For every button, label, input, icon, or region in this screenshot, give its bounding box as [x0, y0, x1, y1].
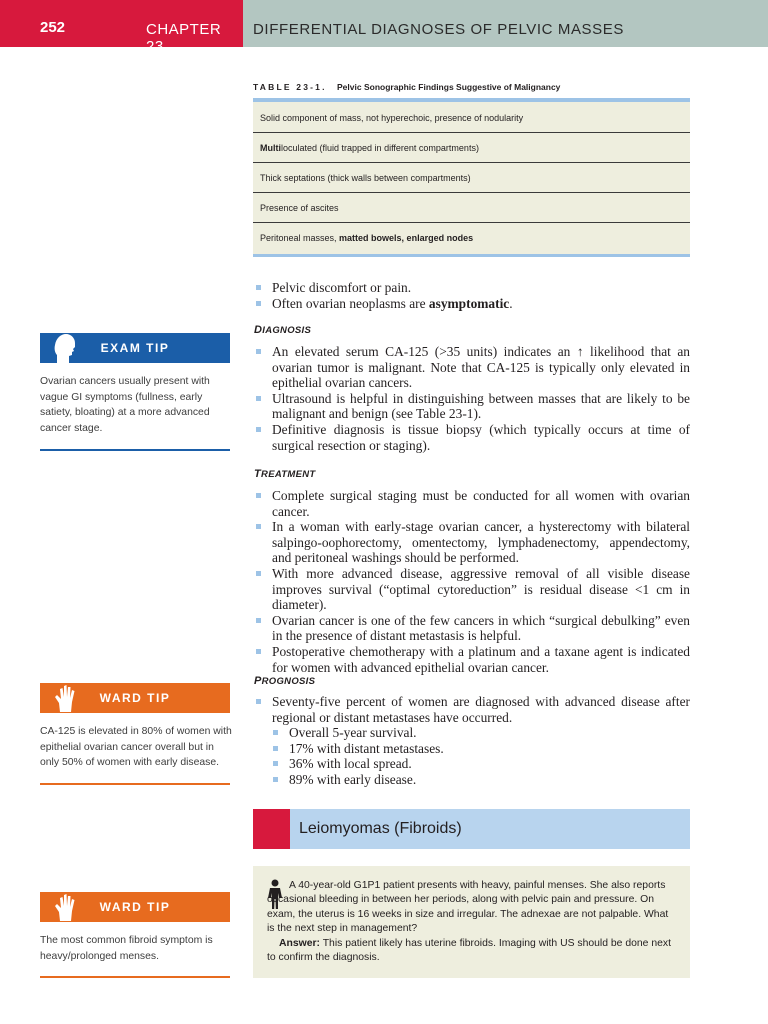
table-cell-text: Peritoneal masses, [260, 233, 340, 243]
list-item [254, 296, 690, 312]
list-item: An elevated serum CA-125 (>35 units) indicates an ↑ likelihood that an ovarian tumor is malignant. Note that CA-125 is typically only elevated in epithelial ovarian cancers. [254, 344, 690, 391]
tip-title: EXAM TIP [100, 341, 170, 355]
list-item: Ultrasound is helpful in distinguishing between masses that are likely to be malignant and benign (see Table 23-1). [254, 391, 690, 422]
tip-divider [40, 449, 230, 451]
table-bottom-rule [253, 254, 690, 257]
list-item: Seventy-five percent of women are diagnosed with advanced disease after regional or distant metastases have occurred. [254, 694, 690, 725]
sub-list-item: Overall 5-year survival. [271, 725, 690, 741]
chapter-title: DIFFERENTIAL DIAGNOSES OF PELVIC MASSES [253, 21, 624, 38]
section-title: Leiomyomas (Fibroids) [299, 820, 462, 837]
answer-label: Answer: [279, 938, 320, 949]
table-cell-text: loculated (fluid trapped in different compartments) [281, 143, 479, 153]
item-text: Often ovarian neoplasms are [272, 295, 429, 311]
list-item: Complete surgical staging must be conducted for all women with ovarian cancer. [254, 488, 690, 519]
case-text: A 40-year-old G1P1 patient presents with heavy, painful menses. She also reports occasional bleeding in between her periods, along with pelvic pain and pressure. On exam, the uterus is 16 weeks in size and irregular. The adnexae are not palpable. What is the next step in management? [267, 880, 669, 935]
case-box [253, 866, 690, 978]
table-cell-bold: matted bowels, enlarged nodes [339, 233, 474, 243]
heading-rest: REATMENT [261, 469, 316, 480]
list-item: Postoperative chemotherapy with a platinum and a taxane agent is indicated for women with advanced epithelial ovarian cancer. [254, 644, 690, 675]
exam-tip-header [40, 333, 230, 363]
case-answer [267, 937, 677, 966]
table-cell-text: Thick septations (thick walls between compartments) [260, 173, 471, 183]
tip-divider [40, 783, 230, 785]
list-item: Definitive diagnosis is tissue biopsy (which typically occurs at time of surgical resection or staging). [254, 422, 690, 453]
tip-title: WARD TIP [99, 691, 171, 705]
table-cell-text: Presence of ascites [260, 203, 339, 213]
section-header [253, 809, 690, 849]
chapter-label: CHAPTER 23 [146, 21, 222, 55]
heading-initial: D [254, 324, 263, 336]
ward-tip-text: The most common fibroid symptom is heavy/prolonged menses. [40, 935, 213, 962]
tip-title: WARD TIP [99, 900, 171, 914]
findings-table [253, 102, 690, 254]
heading-initial: T [254, 468, 262, 480]
treatment-heading [254, 468, 316, 480]
table-cell-text: Solid component of mass, not hyperechoic, presence of nodularity [260, 113, 524, 123]
table-row [253, 223, 690, 253]
list-item [254, 280, 690, 296]
table-row [253, 163, 690, 193]
header-title-block [243, 0, 768, 47]
exam-tip-text: Ovarian cancers usually present with vague GI symptoms (fullness, early satiety, bloating) at a more advanced cancer stage. [40, 376, 210, 434]
answer-text: This patient likely has uterine fibroids. Imaging with US should be done next to confirm the diagnosis. [267, 938, 671, 964]
prognosis-list [254, 694, 690, 788]
list-item: In a woman with early-stage ovarian cancer, a hysterectomy with bilateral salpingo-oophorectomy, omentectomy, lymphadenectomy, appendectomy, and peritoneal washings should be performed. [254, 519, 690, 566]
heading-rest: ROGNOSIS [261, 676, 316, 687]
table-title: Pelvic Sonographic Findings Suggestive of Malignancy [337, 82, 561, 92]
item-text: . [509, 295, 513, 311]
list-item: With more advanced disease, aggressive removal of all visible disease improves survival (“optimal cytoreduction” is residual disease <1 cm in diameter). [254, 566, 690, 613]
section-marker [253, 809, 290, 849]
heading-rest: IAGNOSIS [262, 325, 312, 336]
ward-tip-header [40, 892, 230, 922]
tip-divider [40, 976, 230, 978]
heading-initial: P [254, 675, 262, 687]
table-label: TABLE 23-1. [253, 82, 327, 92]
header-page-block [0, 0, 243, 55]
list-item: Ovarian cancer is one of the few cancers in which “surgical debulking” even in the presence of distant metastasis is helpful. [254, 613, 690, 644]
page-number: 252 [40, 19, 66, 36]
sub-list-item: 17% with distant metastases. [271, 741, 690, 757]
table-row [253, 193, 690, 223]
item-text: Pelvic discomfort or pain. [272, 280, 412, 295]
sub-list-item: 36% with local spread. [271, 756, 690, 772]
diagnosis-heading [254, 324, 311, 336]
symptoms-list [254, 280, 690, 311]
ward-tip-text: CA-125 is elevated in 80% of women with epithelial ovarian cancer overall but in only 50% of women with early disease. [40, 726, 232, 768]
treatment-list [254, 488, 690, 675]
prognosis-heading [254, 675, 315, 687]
ward-tip-header [40, 683, 230, 713]
table-row [253, 133, 690, 163]
table-caption [253, 82, 560, 92]
diagnosis-list [254, 344, 690, 453]
table-cell-bold: Multi [260, 143, 281, 153]
item-bold: asymptomatic [428, 295, 510, 311]
table-row [253, 102, 690, 133]
sub-list-item: 89% with early disease. [271, 772, 690, 788]
